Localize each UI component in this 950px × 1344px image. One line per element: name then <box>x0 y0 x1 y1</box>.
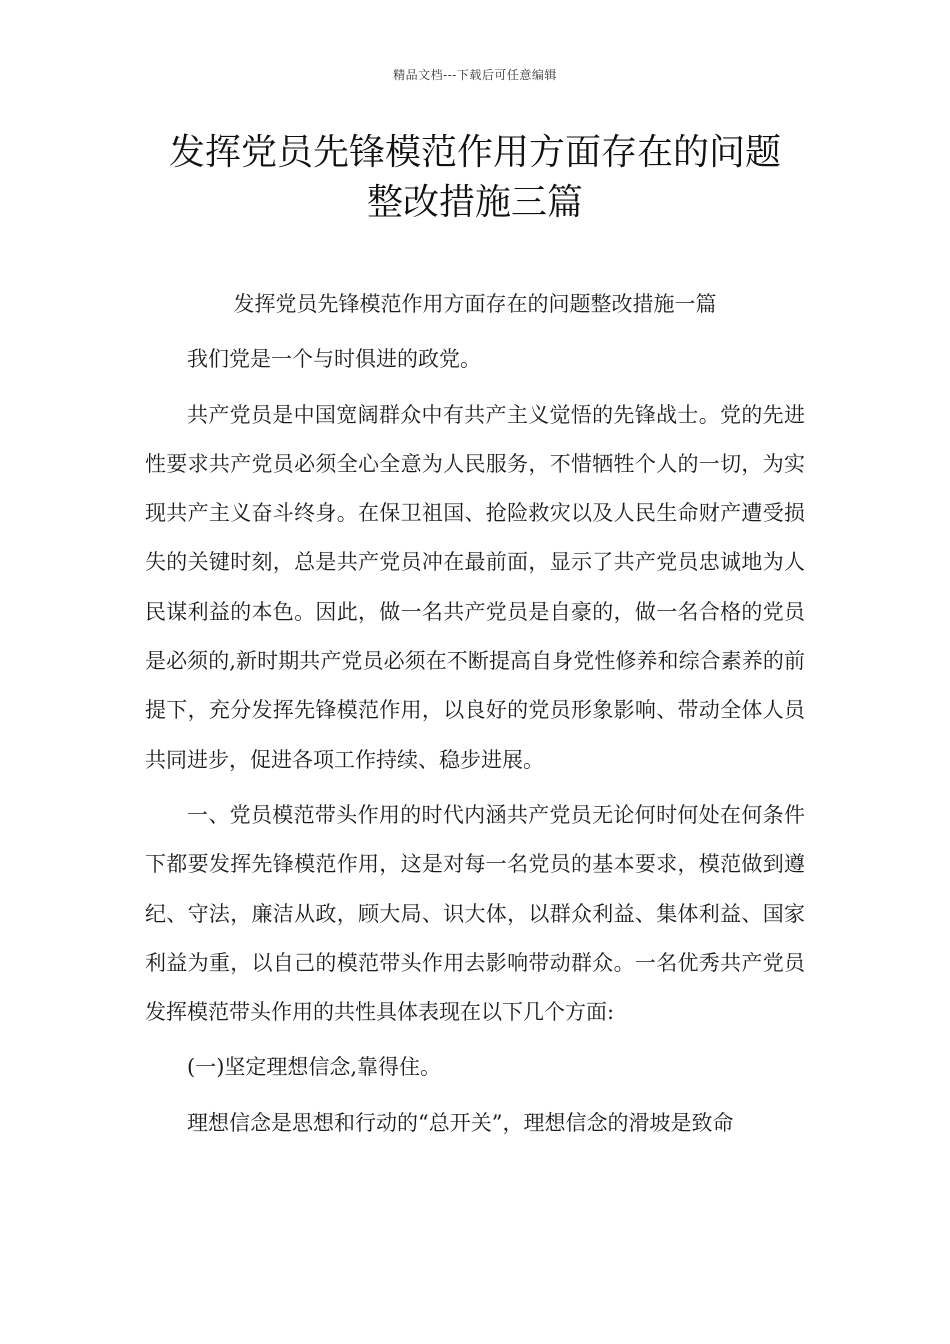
section-title: 发挥党员先锋模范作用方面存在的问题整改措施一篇 <box>233 292 717 316</box>
paragraph: 一、党员模范带头作用的时代内涵共产党员无论何时何处在何条件下都要发挥先锋模范作用，这是对每一名党员的基本要求，模范做到遵纪、守法，廉洁从政，顾大局、识大体，以群众利益、集体利益、国家利益为重，以自己的模范带头作用去影响带动群众。一名优秀共产党员发挥模范带头作用的共性具体表现在以下几个方面: <box>145 802 805 1025</box>
paragraph: 我们党是一个与时俱进的政党。 <box>187 347 481 372</box>
title-line-1: 发挥党员先锋模范作用方面存在的问题 <box>168 132 781 173</box>
title-line-2: 整改措施三篇 <box>366 182 583 223</box>
paragraph: (一)坚定理想信念,靠得住。 <box>187 1055 442 1080</box>
header-note: 精品文档---下载后可任意编辑 <box>393 68 557 82</box>
document-body <box>145 280 805 1148</box>
document-title <box>120 128 830 228</box>
paragraph: 理想信念是思想和行动的“总开关”，理想信念的滑坡是致命 <box>187 1110 734 1135</box>
paragraph: 共产党员是中国宽阔群众中有共产主义觉悟的先锋战士。党的先进性要求共产党员必须全心全意为人民服务，不惜牺牲个人的一切，为实现共产主义奋斗终身。在保卫祖国、抢险救灾以及人民生命财产遭受损失的关键时刻，总是共产党员冲在最前面，显示了共产党员忠诚地为人民谋利益的本色。因此，做一名共产党员是自豪的，做一名合格的党员是必须的,新时期共产党员必须在不断提高自身党性修养和综合素养的前提下，充分发挥先锋模范作用，以良好的党员形象影响、带动全体人员共同进步，促进各项工作持续、稳步进展。 <box>145 402 805 772</box>
